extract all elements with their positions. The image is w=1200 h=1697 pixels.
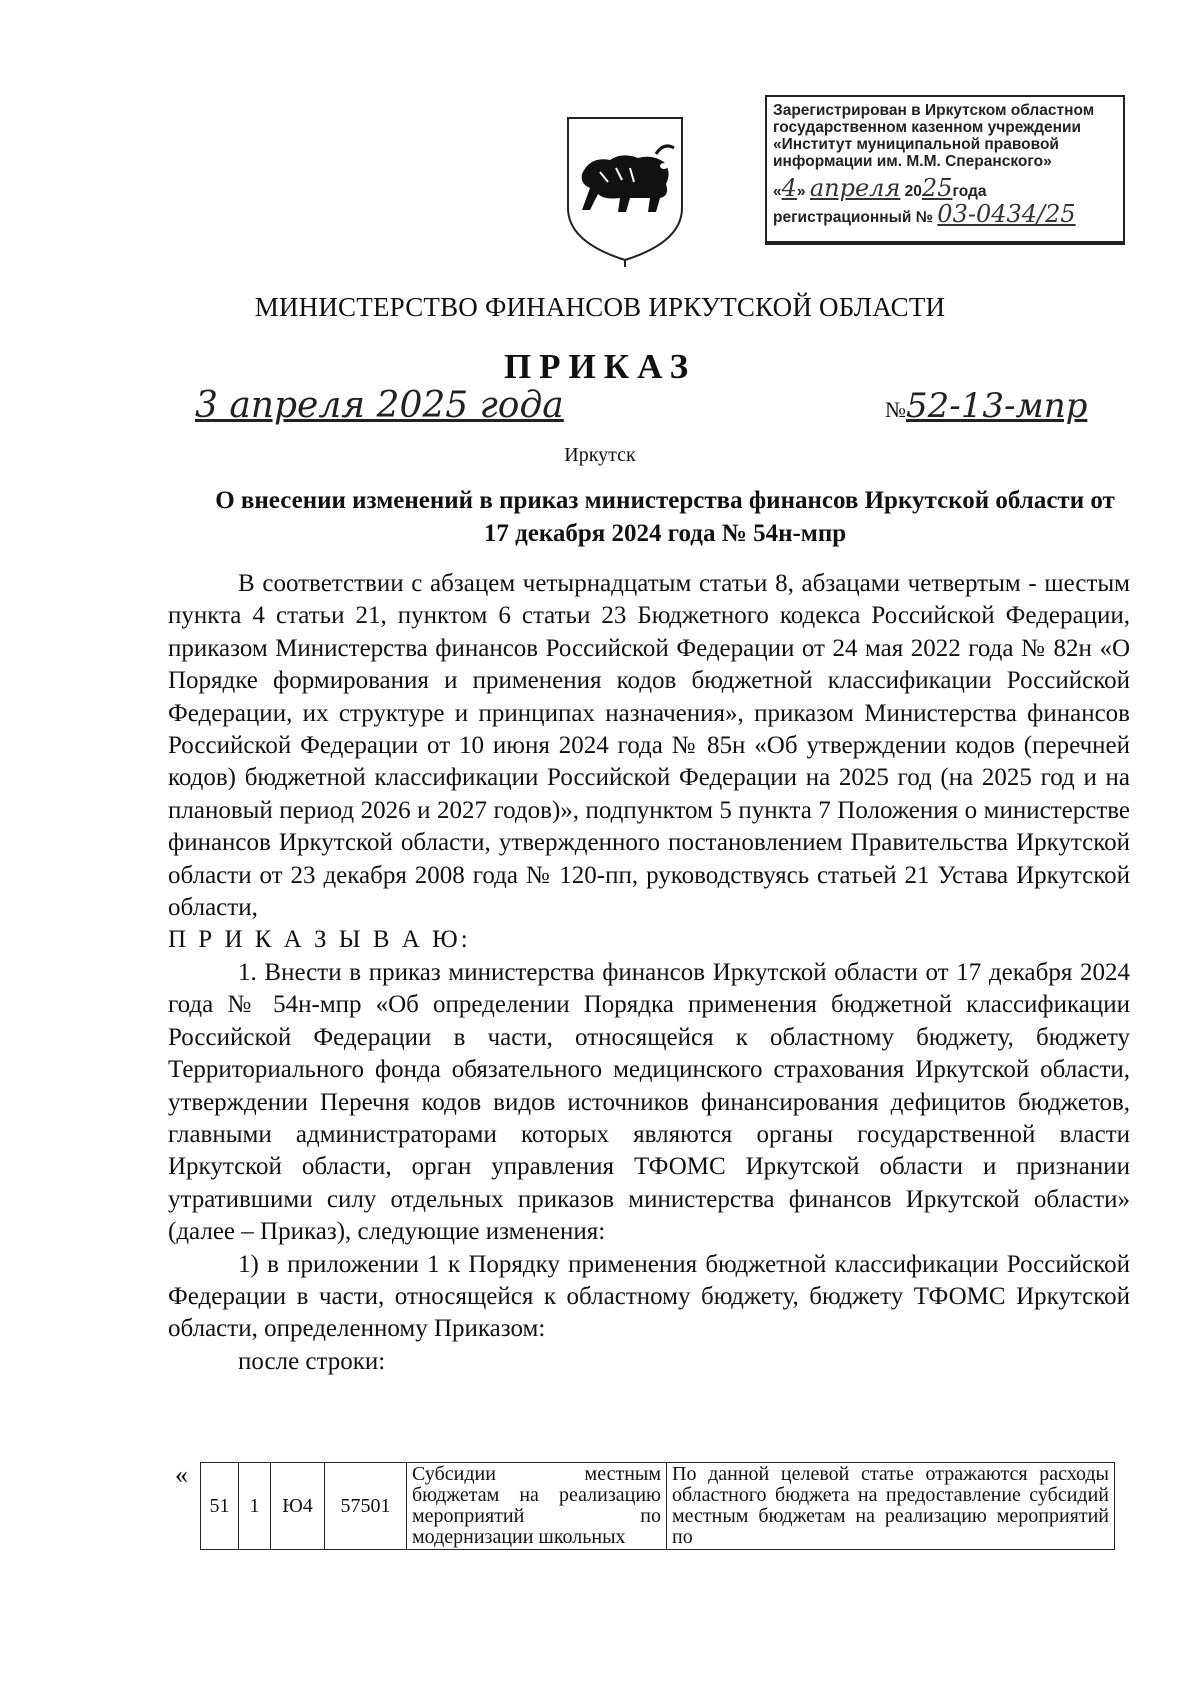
stamp-year-prefix: 20 xyxy=(904,183,922,200)
table-cell-code-2: 1 xyxy=(239,1463,271,1550)
stamp-line: государственном казенном учреждении xyxy=(773,119,1082,136)
irkutsk-coat-of-arms-icon xyxy=(560,112,690,267)
order-subject: О внесении изменений в приказ министерства финансов Иркутской области от 17 декабря 2024 года № 54н-мпр xyxy=(215,487,1115,547)
stamp-line: информации им. М.М. Сперанского» xyxy=(773,153,1052,170)
order-number-value: 52-13-мпр xyxy=(906,386,1088,426)
paragraph-subitem-1: 1) в приложении 1 к Порядку применения бюджетной классификации Российской Федерации в части, относящейся к областному бюджету, бюджету ТФОМС Иркутской области, определенному Приказом: xyxy=(168,1250,1130,1343)
stamp-day: 4 xyxy=(781,174,797,202)
registration-stamp xyxy=(765,95,1125,245)
classification-table xyxy=(200,1462,1115,1550)
stamp-reg-label: регистрационный № xyxy=(773,209,933,226)
stamp-reg xyxy=(773,200,1117,228)
table-cell-code-4: 57501 xyxy=(325,1463,407,1550)
stamp-line: Зарегистрирован в Иркутском областном xyxy=(773,102,1095,119)
order-number-prefix: № xyxy=(885,397,906,422)
table-cell-description: По данной целевой статье отражаются расходы областного бюджета на предоставление субсидий местным бюджетам на реализацию мероприятий по xyxy=(667,1463,1115,1550)
order-body xyxy=(168,568,1130,1378)
stamp-date: «4» апреля 2025года xyxy=(773,174,987,202)
paragraph-item-1: 1. Внести в приказ министерства финансов Иркутской области от 17 декабря 2024 года № 54н-мпр «Об определении Порядка применения бюджетной классификации Российской Федерации в части, относящейся к областному бюджету, бюджету Территориального фонда обязательного медицинского страхования Иркутской области, утверждении Перечня кодов видов источников финансирования дефицитов бюджетов, главными администраторами которых являются органы государственной власти Иркутской области, орган управления ТФОМС Иркутской области и признании утратившими силу отдельных приказов министерства финансов Иркутской области» (далее – Приказ), следующие изменения: xyxy=(168,958,1130,1246)
order-number xyxy=(885,386,1087,426)
table-cell-code-1: 51 xyxy=(201,1463,239,1550)
city: Иркутск xyxy=(564,444,636,466)
order-word: П Р И К А З Ы В А Ю: xyxy=(168,926,471,954)
open-quote: « xyxy=(175,1460,188,1489)
stamp-reg-number: 03-0434/25 xyxy=(937,200,1076,228)
table-cell-code-3: Ю4 xyxy=(271,1463,325,1550)
table-row xyxy=(201,1463,1115,1550)
table-cell-name: Субсидии местным бюджетам на реализацию мероприятий по модернизации школьных xyxy=(407,1463,667,1550)
ministry-name: МИНИСТЕРСТВО ФИНАНСОВ ИРКУТСКОЙ ОБЛАСТИ xyxy=(254,292,946,322)
stamp-line: «Институт муниципальной правовой xyxy=(773,136,1059,153)
stamp-month: апреля xyxy=(809,174,901,202)
after-line-label: после строки: xyxy=(238,1347,386,1375)
sign-date: 3 апреля 2025 года xyxy=(195,385,564,426)
stamp-year-word: года xyxy=(952,183,987,200)
stamp-year-suffix: 25 xyxy=(921,174,953,202)
paragraph-preamble: В соответствии с абзацем четырнадцатым статьи 8, абзацами четвертым - шестым пункта 4 статьи 21, пунктом 6 статьи 23 Бюджетного кодекса Российской Федерации, приказом Министерства финансов Российской Федерации от 24 мая 2022 года № 82н «О Порядке формирования и применения кодов бюджетной классификации Российской Федерации, их структуре и принципах назначения», приказом Министерства финансов Российской Федерации от 10 июня 2024 года № 85н «Об утверждении кодов (перечней кодов) бюджетной классификации Российской Федерации на 2025 год (на 2025 год и на плановый период 2026 и 2027 годов)», подпунктом 5 пункта 7 Положения о министерстве финансов Иркутской области, утвержденного постановлением Правительства Иркутской области от 23 декабря 2008 года № 120-пп, руководствуясь статьей 21 Устава Иркутской области, xyxy=(168,570,1130,922)
order-title: ПРИКАЗ xyxy=(503,347,697,386)
